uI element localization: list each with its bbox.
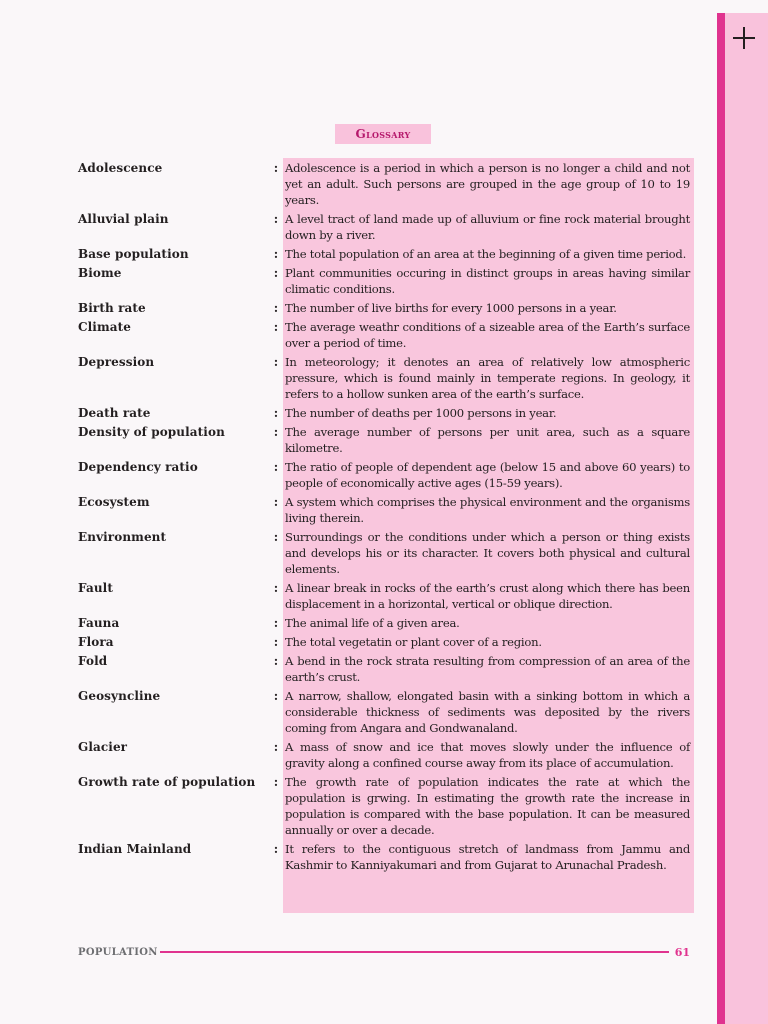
glossary-term: Fault xyxy=(78,581,113,595)
separator: : xyxy=(273,581,279,595)
glossary-entry xyxy=(78,265,694,297)
right-margin-bar xyxy=(717,13,725,1024)
glossary-entry xyxy=(78,160,694,208)
glossary-definition: In meteorology; it denotes an area of relatively low atmospheric pressure, which is found mainly in temperate regions. In geology, it refers to a hollow sunken area of the earth’s surface. xyxy=(285,355,690,401)
separator: : xyxy=(273,212,279,226)
separator: : xyxy=(273,425,279,439)
crop-mark-icon xyxy=(733,27,755,49)
glossary-definition: It refers to the contiguous stretch of landmass from Jammu and Kashmir to Kanniyakumari and from Gujarat to Arunachal Pradesh. xyxy=(285,842,690,872)
separator: : xyxy=(273,635,279,649)
separator: : xyxy=(273,495,279,509)
glossary-definition: The average weathr conditions of a sizeable area of the Earth’s surface over a period of time. xyxy=(285,320,690,350)
glossary-entry xyxy=(78,774,694,838)
glossary-definition: A bend in the rock strata resulting from compression of an area of the earth’s crust. xyxy=(285,654,690,684)
separator: : xyxy=(273,616,279,630)
separator: : xyxy=(273,530,279,544)
glossary-entry xyxy=(78,459,694,491)
page-number: 61 xyxy=(674,945,690,959)
glossary-definition: The growth rate of population indicates the rate at which the population is grwing. In estimating the growth rate the increase in population is compared with the base population. It can be measured annually or over a decade. xyxy=(285,775,690,837)
glossary-definition: A level tract of land made up of alluvium or fine rock material brought down by a river. xyxy=(285,212,690,242)
glossary-definition: A narrow, shallow, elongated basin with a sinking bottom in which a considerable thickness of sediments was deposited by the rivers coming from Angara and Gondwanaland. xyxy=(285,689,690,735)
glossary-definition: Adolescence is a period in which a person is no longer a child and not yet an adult. Such persons are grouped in the age group of 10 to 19 years. xyxy=(285,161,690,207)
glossary-term: Alluvial plain xyxy=(78,212,169,226)
glossary-term: Growth rate of population xyxy=(78,775,256,789)
glossary-entry xyxy=(78,653,694,685)
glossary-definition: The ratio of people of dependent age (below 15 and above 60 years) to people of economically active ages (15-59 years). xyxy=(285,460,690,490)
glossary-term: Birth rate xyxy=(78,301,146,315)
separator: : xyxy=(273,301,279,315)
page-footer xyxy=(78,944,690,960)
glossary-term: Dependency ratio xyxy=(78,460,198,474)
glossary-term: Density of population xyxy=(78,425,225,439)
glossary-entry xyxy=(78,319,694,351)
separator: : xyxy=(273,460,279,474)
separator: : xyxy=(273,320,279,334)
separator: : xyxy=(273,247,279,261)
glossary-entry xyxy=(78,580,694,612)
separator: : xyxy=(273,161,279,175)
page-title: Glossary xyxy=(355,127,411,141)
glossary-term: Environment xyxy=(78,530,167,544)
glossary-term: Base population xyxy=(78,247,189,261)
glossary-term: Climate xyxy=(78,320,132,334)
glossary-definition: The number of live births for every 1000 persons in a year. xyxy=(285,301,617,315)
glossary-entry xyxy=(78,354,694,402)
glossary-definition: Surroundings or the conditions under which a person or thing exists and develops his or its character. It covers both physical and cultural elements. xyxy=(285,530,690,576)
glossary-term: Biome xyxy=(78,266,122,280)
separator: : xyxy=(273,740,279,754)
separator: : xyxy=(273,355,279,369)
glossary-definition: A linear break in rocks of the earth’s crust along which there has been displacement in a horizontal, vertical or oblique direction. xyxy=(285,581,690,611)
glossary-entry xyxy=(78,634,694,650)
glossary-list xyxy=(78,160,694,876)
glossary-entry xyxy=(78,246,694,262)
glossary-entry xyxy=(78,841,694,873)
glossary-term: Indian Mainland xyxy=(78,842,192,856)
separator: : xyxy=(273,842,279,856)
glossary-entry xyxy=(78,494,694,526)
glossary-definition: The number of deaths per 1000 persons in year. xyxy=(285,406,557,420)
glossary-term: Glacier xyxy=(78,740,128,754)
glossary-entry xyxy=(78,405,694,421)
glossary-term: Death rate xyxy=(78,406,151,420)
glossary-definition: Plant communities occuring in distinct groups in areas having similar climatic conditions. xyxy=(285,266,690,296)
glossary-entry xyxy=(78,424,694,456)
glossary-definition: The total population of an area at the beginning of a given time period. xyxy=(285,247,687,261)
glossary-definition: The animal life of a given area. xyxy=(285,616,460,630)
separator: : xyxy=(273,689,279,703)
glossary-entry xyxy=(78,739,694,771)
glossary-definition: A system which comprises the physical environment and the organisms living therein. xyxy=(285,495,690,525)
glossary-term: Flora xyxy=(78,635,114,649)
separator: : xyxy=(273,406,279,420)
separator: : xyxy=(273,775,279,789)
footer-rule xyxy=(160,951,669,953)
glossary-entry xyxy=(78,211,694,243)
separator: : xyxy=(273,266,279,280)
glossary-entry xyxy=(78,688,694,736)
glossary-definition: The average number of persons per unit area, such as a square kilometre. xyxy=(285,425,690,455)
glossary-entry xyxy=(78,529,694,577)
glossary-entry xyxy=(78,615,694,631)
glossary-term: Depression xyxy=(78,355,155,369)
glossary-term: Fold xyxy=(78,654,108,668)
glossary-term: Adolescence xyxy=(78,161,163,175)
right-margin-strip xyxy=(725,13,768,1024)
glossary-entry xyxy=(78,300,694,316)
footer-label: POPULATION xyxy=(78,946,158,958)
glossary-term: Fauna xyxy=(78,616,120,630)
separator: : xyxy=(273,654,279,668)
glossary-term: Ecosystem xyxy=(78,495,150,509)
glossary-definition: The total vegetatin or plant cover of a region. xyxy=(285,635,542,649)
glossary-term: Geosyncline xyxy=(78,689,161,703)
glossary-definition: A mass of snow and ice that moves slowly under the influence of gravity along a confined course away from its place of accumulation. xyxy=(285,740,690,770)
title-box xyxy=(335,124,431,144)
